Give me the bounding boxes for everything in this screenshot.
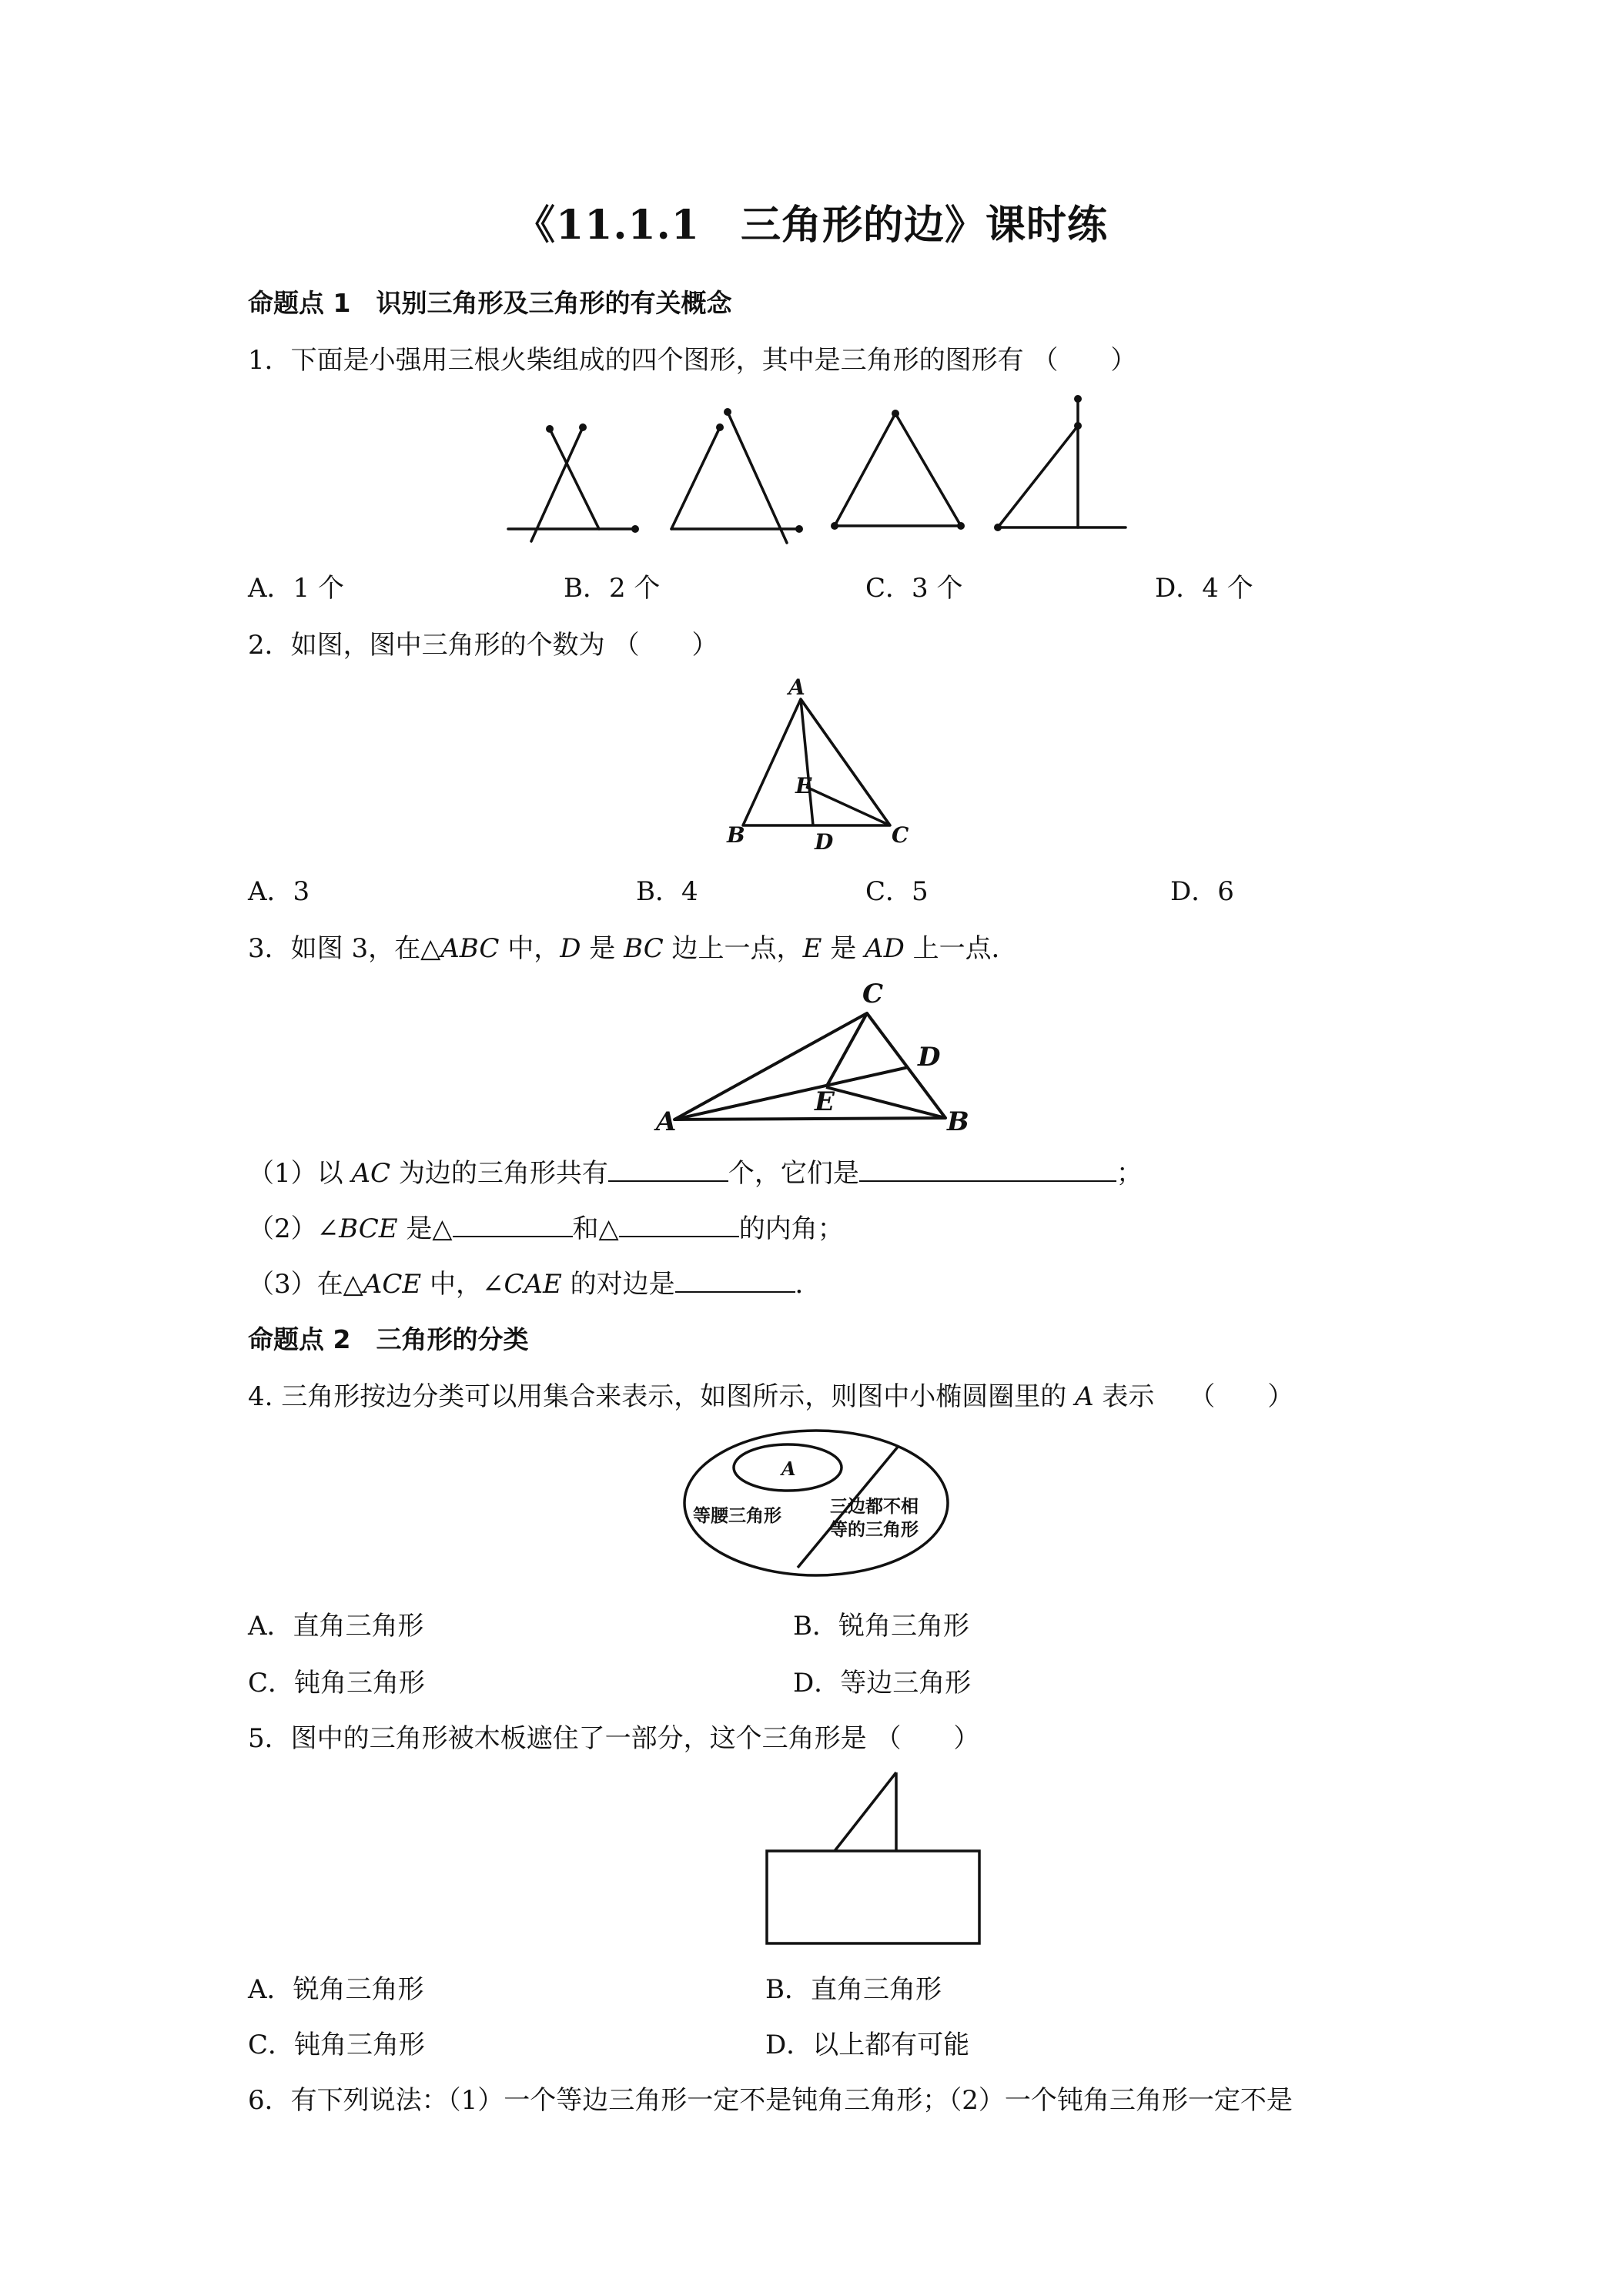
q3-triangle-figure xyxy=(647,972,986,1141)
q4-right-region-label-2: 等的三角形 xyxy=(830,1519,919,1540)
q3-p2-blank-1[interactable] xyxy=(453,1213,573,1237)
q5-option-d: D．以上都有可能 xyxy=(765,2030,970,2060)
q2-label-d: D xyxy=(815,829,834,855)
q4-option-b: B．锐角三角形 xyxy=(793,1611,969,1642)
q6-stem: 6．有下列说法：（1）一个等边三角形一定不是钝角三角形；（2）一个钝角三角形一定不是 xyxy=(248,2085,1293,2116)
q3-p1-blank-count[interactable] xyxy=(608,1157,728,1182)
q4-option-c: C．钝角三角形 xyxy=(248,1668,426,1699)
q1-option-d: D．4 个 xyxy=(1155,573,1253,604)
q2-triangle-figure xyxy=(716,671,916,856)
q2-label-e: E xyxy=(795,773,812,798)
q2-option-b: B．4 xyxy=(636,876,698,907)
q2-label-b: B xyxy=(727,822,745,848)
q4-right-region-label-1: 三边都不相 xyxy=(830,1496,919,1517)
q5-stem: 5．图中的三角形被木板遮住了一部分，这个三角形是 （ ） xyxy=(248,1723,980,1754)
section-heading-2: 命题点 2 三角形的分类 xyxy=(248,1324,529,1354)
q4-option-d: D．等边三角形 xyxy=(793,1668,972,1699)
q3-p3-blank[interactable] xyxy=(675,1268,795,1293)
q5-board-figure xyxy=(762,1768,986,1953)
q5-option-b: B．直角三角形 xyxy=(765,1974,942,2005)
q3-part-2: （2）∠BCE 是△ 和△ 的内角； xyxy=(248,1213,844,1244)
q4-stem: 4. 三角形按边分类可以用集合来表示，如图所示，则图中小椭圆圈里的 A 表示 （ ） xyxy=(248,1381,1294,1412)
page-title: 《11.1.1 三角形的边》课时练 xyxy=(515,202,1108,249)
q1-option-c: C．3 个 xyxy=(865,573,963,604)
q3-label-c: C xyxy=(862,979,884,1009)
q5-option-a: A．锐角三角形 xyxy=(248,1974,424,2005)
q1-option-a: A．1 个 xyxy=(248,573,344,604)
q1-stem: 1．下面是小强用三根火柴组成的四个图形，其中是三角形的图形有 （ ） xyxy=(248,345,1137,376)
q3-label-e: E xyxy=(815,1086,835,1117)
q3-part-1: （1）以 AC 为边的三角形共有 个，它们是 ； xyxy=(248,1158,1143,1189)
q2-label-a: A xyxy=(788,674,805,700)
q3-stem: 3．如图 3，在△ABC 中，D 是 BC 边上一点，E 是 AD 上一点． xyxy=(248,933,1018,964)
q4-inner-label: A xyxy=(781,1458,796,1480)
q4-set-diagram xyxy=(678,1426,955,1580)
q3-p2-blank-2[interactable] xyxy=(619,1213,739,1237)
q3-label-a: A xyxy=(656,1106,677,1137)
section-heading-1: 命题点 1 识别三角形及三角形的有关概念 xyxy=(248,288,732,318)
q4-option-a: A．直角三角形 xyxy=(248,1611,424,1642)
q2-label-c: C xyxy=(892,822,909,848)
q2-stem: 2．如图，图中三角形的个数为 （ ） xyxy=(248,630,718,661)
q3-p1-blank-list[interactable] xyxy=(859,1157,1116,1182)
q3-label-d: D xyxy=(918,1042,941,1073)
q1-figure-2 xyxy=(671,412,799,543)
q1-option-b: B．2 个 xyxy=(564,573,661,604)
q2-option-c: C．5 xyxy=(865,876,929,907)
q3-part-3: （3）在△ACE 中，∠CAE 的对边是 ． xyxy=(248,1269,822,1300)
q1-figure-3 xyxy=(835,413,961,526)
q2-option-d: D．6 xyxy=(1170,876,1234,907)
q1-figure-4 xyxy=(998,399,1126,527)
q3-label-b: B xyxy=(947,1106,969,1137)
q2-option-a: A．3 xyxy=(248,876,310,907)
q1-figure-1 xyxy=(508,427,635,541)
q5-option-c: C．钝角三角形 xyxy=(248,2030,426,2060)
q4-left-region-label: 等腰三角形 xyxy=(693,1505,781,1526)
q1-matchstick-figures xyxy=(493,389,1139,543)
